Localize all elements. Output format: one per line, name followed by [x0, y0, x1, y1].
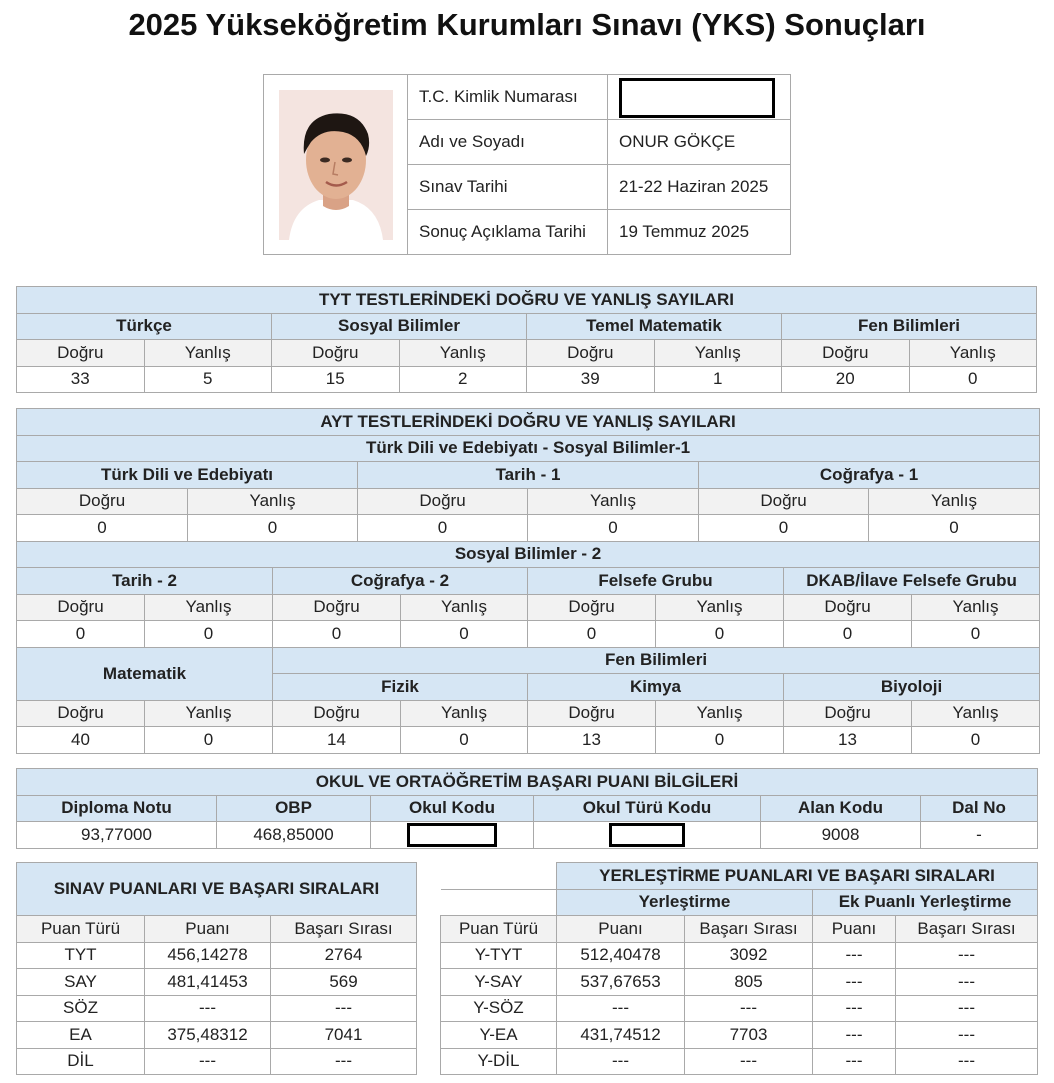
puan: 537,67653: [557, 969, 685, 996]
puan: ---: [557, 995, 685, 1022]
basari-sirasi: ---: [271, 995, 417, 1022]
ayt-fen-title: Fen Bilimleri: [273, 647, 1040, 674]
column-header: Başarı Sırası: [896, 916, 1038, 943]
dogru-value: 0: [273, 621, 401, 648]
yanlis-value: 0: [145, 727, 273, 754]
candidate-photo: [279, 90, 393, 240]
basari-sirasi: ---: [685, 1048, 813, 1075]
yanlis-value: 2: [399, 366, 527, 393]
empty-corner: [441, 889, 557, 916]
puan-turu: SAY: [17, 969, 145, 996]
yerlestirme-title: YERLEŞTİRME PUANLARI VE BAŞARI SIRALARI: [557, 863, 1038, 890]
dogru-label: Doğru: [699, 488, 869, 515]
dogru-value: 13: [784, 727, 912, 754]
ek-puan: ---: [813, 995, 896, 1022]
diploma-value: 93,77000: [17, 822, 217, 849]
puan-turu: Y-EA: [441, 1022, 557, 1049]
dogru-value: 39: [527, 366, 655, 393]
obp-header: Alan Kodu: [761, 795, 921, 822]
name-label: Adı ve Soyadı: [408, 120, 608, 165]
dogru-value: 33: [17, 366, 145, 393]
ek-puan: ---: [813, 942, 896, 969]
table-row: [17, 942, 417, 969]
puan: ---: [145, 1048, 271, 1075]
puan: 375,48312: [145, 1022, 271, 1049]
yanlis-label: Yanlış: [912, 700, 1040, 727]
dogru-label: Doğru: [273, 700, 401, 727]
dogru-label: Doğru: [782, 340, 910, 367]
dogru-value: 0: [17, 621, 145, 648]
ayt-subject: Biyoloji: [784, 674, 1040, 701]
ayt-subject: Kimya: [528, 674, 784, 701]
column-header: Puan Türü: [441, 916, 557, 943]
puan-turu: Y-SÖZ: [441, 995, 557, 1022]
ayt-math-title: Matematik: [17, 647, 273, 700]
yanlis-value: 0: [912, 727, 1040, 754]
column-header: Başarı Sırası: [685, 916, 813, 943]
basari-sirasi: 7703: [685, 1022, 813, 1049]
ayt-subject: Felsefe Grubu: [528, 568, 784, 595]
dogru-value: 14: [273, 727, 401, 754]
yanlis-label: Yanlış: [656, 700, 784, 727]
ayt-subject: Türk Dili ve Edebiyatı: [17, 462, 358, 489]
puan: 481,41453: [145, 969, 271, 996]
yanlis-label: Yanlış: [144, 340, 272, 367]
dogru-value: 0: [699, 515, 869, 542]
yanlis-value: 0: [869, 515, 1040, 542]
dogru-value: 20: [782, 366, 910, 393]
yanlis-label: Yanlış: [869, 488, 1040, 515]
obp-header: Dal No: [921, 795, 1038, 822]
ayt-subject: Coğrafya - 1: [699, 462, 1040, 489]
dogru-value: 0: [358, 515, 528, 542]
yanlis-label: Yanlış: [399, 340, 527, 367]
column-header: Puanı: [557, 916, 685, 943]
basari-sirasi: 569: [271, 969, 417, 996]
yanlis-value: 1: [654, 366, 782, 393]
column-header: Başarı Sırası: [271, 916, 417, 943]
yanlis-value: 5: [144, 366, 272, 393]
puan-turu: EA: [17, 1022, 145, 1049]
yanlis-value: 0: [528, 515, 699, 542]
basari-sirasi: ---: [271, 1048, 417, 1075]
yerlestirme-label: Yerleştirme: [557, 889, 813, 916]
puan: 456,14278: [145, 942, 271, 969]
yanlis-label: Yanlış: [401, 700, 528, 727]
sinav-puanlari-table: [16, 862, 417, 1075]
yanlis-value: 0: [912, 621, 1040, 648]
tyt-subject: Temel Matematik: [527, 313, 782, 340]
ek-basari-sirasi: ---: [896, 969, 1038, 996]
ayt-subject: Coğrafya - 2: [273, 568, 528, 595]
yanlis-value: 0: [145, 621, 273, 648]
ek-puanli-label: Ek Puanlı Yerleştirme: [813, 889, 1038, 916]
basari-sirasi: 805: [685, 969, 813, 996]
table-row: [17, 1048, 417, 1075]
column-header: Puan Türü: [17, 916, 145, 943]
basari-sirasi: 2764: [271, 942, 417, 969]
ek-basari-sirasi: ---: [896, 1022, 1038, 1049]
puan-turu: Y-TYT: [441, 942, 557, 969]
column-header: Puanı: [145, 916, 271, 943]
ayt-subject: Tarih - 2: [17, 568, 273, 595]
obp-header: Diploma Notu: [17, 795, 217, 822]
dogru-label: Doğru: [527, 340, 655, 367]
puan: ---: [557, 1048, 685, 1075]
yanlis-label: Yanlış: [656, 594, 784, 621]
ek-basari-sirasi: ---: [896, 995, 1038, 1022]
puan-turu: TYT: [17, 942, 145, 969]
obp-header: Okul Kodu: [371, 795, 534, 822]
dogru-label: Doğru: [17, 594, 145, 621]
tyt-subject: Türkçe: [17, 313, 272, 340]
name-value: ONUR GÖKÇE: [608, 120, 791, 165]
puan-turu: Y-DİL: [441, 1048, 557, 1075]
column-header: Puanı: [813, 916, 896, 943]
yanlis-label: Yanlış: [145, 594, 273, 621]
dal-no-value: -: [921, 822, 1038, 849]
ek-puan: ---: [813, 1022, 896, 1049]
ayt-subject: Fizik: [273, 674, 528, 701]
tc-label: T.C. Kimlik Numarası: [408, 75, 608, 120]
dogru-value: 13: [528, 727, 656, 754]
table-row: [441, 995, 1038, 1022]
photo-cell: [264, 75, 408, 255]
dogru-value: 0: [528, 621, 656, 648]
okul-turu-kodu-value: [534, 822, 761, 849]
result-date-label: Sonuç Açıklama Tarihi: [408, 210, 608, 255]
puan: 431,74512: [557, 1022, 685, 1049]
empty-corner: [441, 863, 557, 890]
sinav-title: SINAV PUANLARI VE BAŞARI SIRALARI: [17, 863, 417, 916]
table-row: [441, 942, 1038, 969]
yanlis-value: 0: [656, 727, 784, 754]
table-row: [441, 969, 1038, 996]
dogru-value: 0: [784, 621, 912, 648]
yanlis-value: 0: [909, 366, 1037, 393]
basari-sirasi: ---: [685, 995, 813, 1022]
ek-puan: ---: [813, 1048, 896, 1075]
yanlis-label: Yanlış: [188, 488, 358, 515]
yanlis-value: 0: [656, 621, 784, 648]
dogru-label: Doğru: [528, 594, 656, 621]
exam-date-label: Sınav Tarihi: [408, 165, 608, 210]
dogru-label: Doğru: [17, 340, 145, 367]
redacted-tc: [619, 78, 775, 118]
puan-turu: DİL: [17, 1048, 145, 1075]
table-row: [17, 1022, 417, 1049]
ek-puan: ---: [813, 969, 896, 996]
yanlis-label: Yanlış: [145, 700, 273, 727]
ek-basari-sirasi: ---: [896, 1048, 1038, 1075]
redacted-okul-turu-kodu: [609, 823, 685, 847]
dogru-label: Doğru: [17, 488, 188, 515]
tyt-subject: Sosyal Bilimler: [272, 313, 527, 340]
okul-kodu-value: [371, 822, 534, 849]
yerlestirme-table: [440, 862, 1038, 1075]
exam-date-value: 21-22 Haziran 2025: [608, 165, 791, 210]
basari-sirasi: 7041: [271, 1022, 417, 1049]
obp-header: OBP: [217, 795, 371, 822]
dogru-label: Doğru: [784, 700, 912, 727]
table-row: [17, 995, 417, 1022]
yanlis-label: Yanlış: [528, 488, 699, 515]
table-row: [441, 1022, 1038, 1049]
ayt-subject: Tarih - 1: [358, 462, 699, 489]
puan-turu: Y-SAY: [441, 969, 557, 996]
ayt-title: AYT TESTLERİNDEKİ DOĞRU VE YANLIŞ SAYILARI: [17, 409, 1040, 436]
ayt-table: [16, 408, 1040, 754]
obp-title: OKUL VE ORTAÖĞRETİM BAŞARI PUANI BİLGİLERİ: [17, 769, 1038, 796]
obp-header: Okul Türü Kodu: [534, 795, 761, 822]
alan-kodu-value: 9008: [761, 822, 921, 849]
tyt-subject: Fen Bilimleri: [782, 313, 1037, 340]
yanlis-value: 0: [401, 727, 528, 754]
yanlis-label: Yanlış: [401, 594, 528, 621]
ek-basari-sirasi: ---: [896, 942, 1038, 969]
dogru-value: 40: [17, 727, 145, 754]
yanlis-value: 0: [188, 515, 358, 542]
tyt-table: [16, 286, 1037, 393]
obp-value: 468,85000: [217, 822, 371, 849]
yanlis-value: 0: [401, 621, 528, 648]
result-date-value: 19 Temmuz 2025: [608, 210, 791, 255]
puan: ---: [145, 995, 271, 1022]
redacted-okul-kodu: [407, 823, 497, 847]
table-row: [441, 1048, 1038, 1075]
ayt-group1-title: Türk Dili ve Edebiyatı - Sosyal Bilimler-1: [17, 435, 1040, 462]
table-row: [17, 969, 417, 996]
dogru-label: Doğru: [272, 340, 400, 367]
identity-card: [263, 74, 791, 255]
tyt-title: TYT TESTLERİNDEKİ DOĞRU VE YANLIŞ SAYILARI: [17, 287, 1037, 314]
dogru-label: Doğru: [17, 700, 145, 727]
yanlis-label: Yanlış: [909, 340, 1037, 367]
dogru-value: 15: [272, 366, 400, 393]
dogru-label: Doğru: [273, 594, 401, 621]
dogru-label: Doğru: [784, 594, 912, 621]
tc-value: [608, 75, 791, 120]
puan-turu: SÖZ: [17, 995, 145, 1022]
page-title: 2025 Yükseköğretim Kurumları Sınavı (YKS) Sonuçları: [128, 7, 926, 42]
yanlis-label: Yanlış: [912, 594, 1040, 621]
basari-sirasi: 3092: [685, 942, 813, 969]
puan: 512,40478: [557, 942, 685, 969]
yanlis-label: Yanlış: [654, 340, 782, 367]
ayt-subject: DKAB/İlave Felsefe Grubu: [784, 568, 1040, 595]
obp-table: [16, 768, 1038, 849]
dogru-label: Doğru: [528, 700, 656, 727]
dogru-label: Doğru: [358, 488, 528, 515]
dogru-value: 0: [17, 515, 188, 542]
ayt-group2-title: Sosyal Bilimler - 2: [17, 541, 1040, 568]
